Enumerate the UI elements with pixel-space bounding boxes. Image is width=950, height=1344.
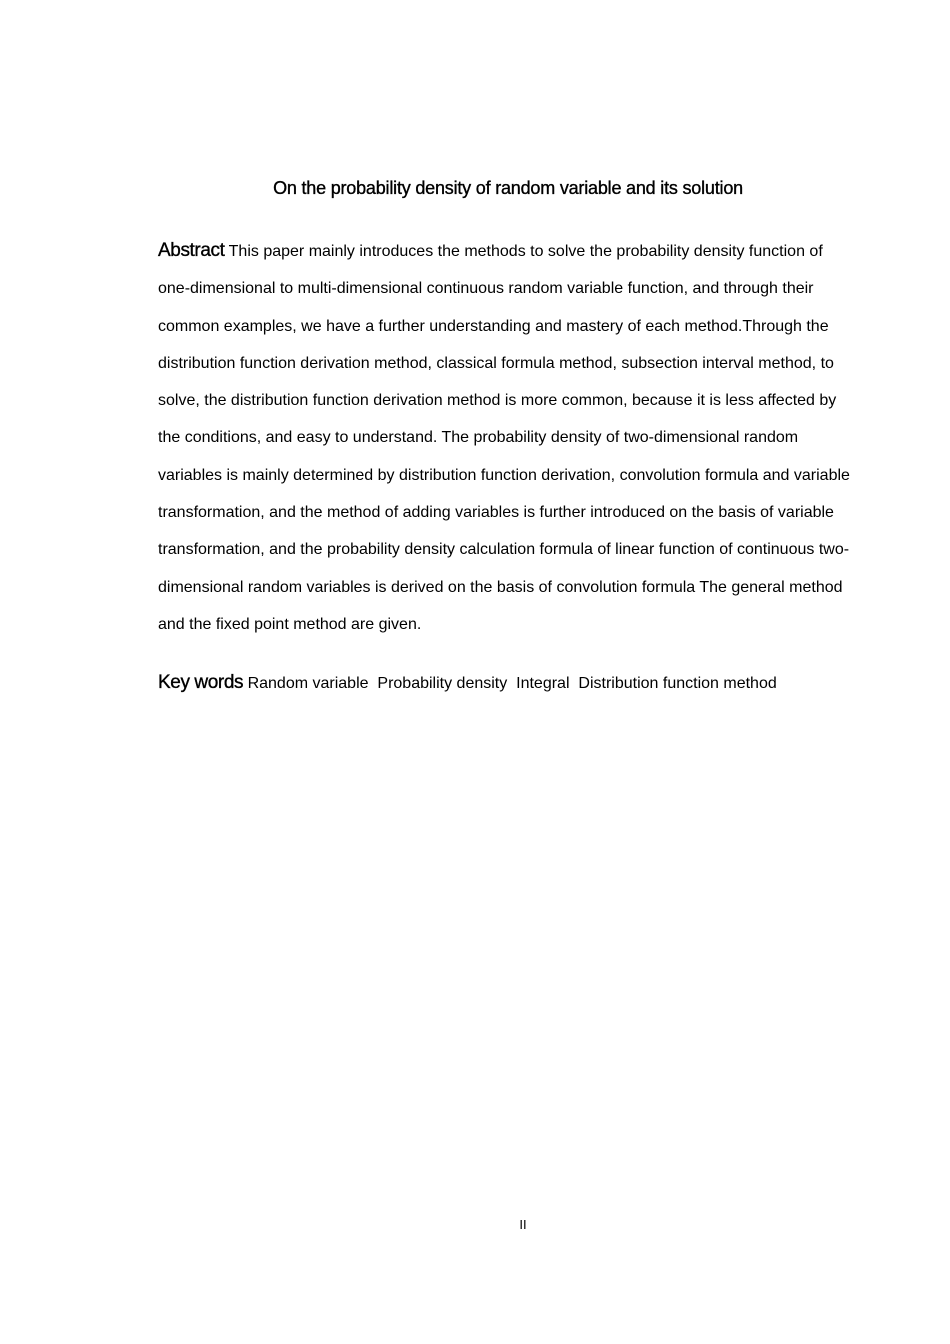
keyword-item: Integral [516, 675, 570, 692]
paper-title: On the probability density of random variable and its solution [273, 178, 743, 198]
abstract-label: Abstract [158, 240, 225, 261]
keyword-item: Random variable [247, 675, 369, 692]
keyword-item: Probability density [377, 675, 508, 692]
abstract-text: This paper mainly introduces the methods to solve the probability density function of one-dimensional to multi-dimensional continuous random variable function, and through their common examples, we have a further understanding and mastery of each method.Through the distribution function derivation method, classical formula method, subsection interval method, to solve, the distribution function derivation method is more common, because it is less affected by the conditions, and easy to understand. The probability density of two-dimensional random variables is mainly determined by distribution function derivation, convolution formula and variable transformation, and the method of adding variables is further introduced on the basis of variable transformation, and the probability density calculation formula of linear function of continuous two-dimensional random variables is derived on the basis of convolution formula The general method and the fixed point method are given. [158, 243, 850, 633]
page-number: II [519, 1217, 527, 1232]
keywords-line [158, 670, 858, 697]
keywords-label: Key words [158, 672, 244, 693]
keyword-item: Distribution function method [578, 675, 777, 692]
abstract-paragraph [158, 232, 858, 643]
